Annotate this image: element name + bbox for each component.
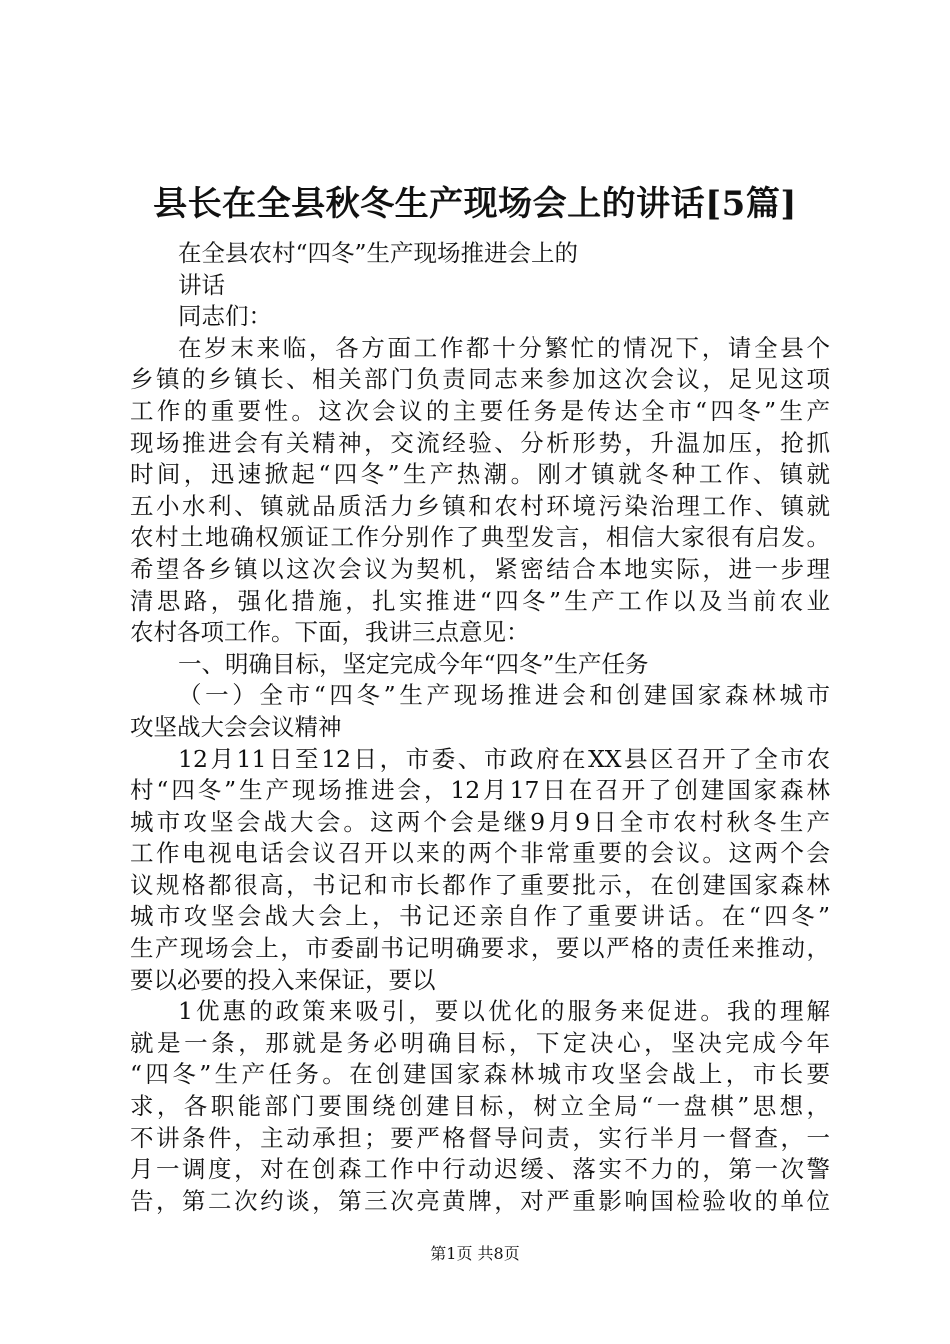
paragraph-line: 同志们：: [178, 302, 272, 331]
paragraph-line: 时间，迅速掀起“四冬”生产热潮。刚才镇就冬种工作、镇就: [130, 460, 830, 489]
paragraph-line: 求，各职能部门要围绕创建目标，树立全局“一盘棋”思想，: [130, 1092, 830, 1121]
paragraph-line: 在岁末来临，各方面工作都十分繁忙的情况下，请全县个: [178, 333, 830, 362]
paragraph-line: 议规格都很高，书记和市长都作了重要批示，在创建国家森林: [130, 870, 830, 899]
document-body: [130, 238, 830, 1217]
paragraph-line: 清思路，强化措施，扎实推进“四冬”生产工作以及当前农业: [130, 586, 830, 615]
paragraph-line: 乡镇的乡镇长、相关部门负责同志来参加这次会议，足见这项: [130, 365, 830, 394]
paragraph-line: 讲话: [178, 270, 225, 299]
paragraph-line: 不讲条件，主动承担；要严格督导问责，实行半月一督查，一: [130, 1123, 830, 1152]
paragraph-line: 12月11日至12日，市委、市政府在XX县区召开了全市农: [178, 744, 830, 773]
paragraph-line: 月一调度，对在创森工作中行动迟缓、落实不力的，第一次警: [130, 1155, 830, 1184]
paragraph-line: “四冬”生产任务。在创建国家森林城市攻坚会战上，市长要: [130, 1060, 830, 1089]
paragraph-line: 工作的重要性。这次会议的主要任务是传达全市“四冬”生产: [130, 396, 830, 425]
paragraph-line: 农村各项工作。下面，我讲三点意见：: [130, 618, 530, 647]
document-title: 县长在全县秋冬生产现场会上的讲话[5篇]: [153, 184, 797, 224]
paragraph-line: 攻坚战大会会议精神: [130, 712, 342, 741]
paragraph-line: 现场推进会有关精神，交流经验、分析形势，升温加压，抢抓: [130, 428, 830, 457]
paragraph-line: 工作电视电话会议召开以来的两个非常重要的会议。这两个会: [130, 839, 830, 868]
paragraph-line: 城市攻坚会战大会。这两个会是继9月9日全市农村秋冬生产: [130, 807, 830, 836]
paragraph-line: 生产现场会上，市委副书记明确要求，要以严格的责任来推动，: [130, 934, 830, 963]
paragraph-line: 村“四冬”生产现场推进会，12月17日在召开了创建国家森林: [130, 776, 830, 805]
paragraph-line: 农村土地确权颁证工作分别作了典型发言，相信大家很有启发。: [130, 523, 830, 552]
paragraph-line: 一、明确目标，坚定完成今年“四冬”生产任务: [178, 649, 649, 678]
paragraph-line: 就是一条，那就是务必明确目标，下定决心，坚决完成今年: [130, 1028, 830, 1057]
paragraph-line: 城市攻坚会战大会上，书记还亲自作了重要讲话。在“四冬”: [130, 902, 830, 931]
paragraph-line: 在全县农村“四冬”生产现场推进会上的: [178, 239, 579, 267]
page-footer: 第1页 共8页: [430, 1244, 520, 1263]
paragraph-line: （一）全市“四冬”生产现场推进会和创建国家森林城市: [178, 681, 830, 710]
paragraph-line: 要以必要的投入来保证，要以: [130, 965, 436, 994]
paragraph-line: 告，第二次约谈，第三次亮黄牌，对严重影响国检验收的单位: [130, 1186, 830, 1215]
paragraph-line: 五小水利、镇就品质活力乡镇和农村环境污染治理工作、镇就: [130, 491, 830, 520]
paragraph-line: 1优惠的政策来吸引，要以优化的服务来促进。我的理解: [178, 997, 830, 1026]
paragraph-line: 希望各乡镇以这次会议为契机，紧密结合本地实际，进一步理: [130, 554, 830, 583]
